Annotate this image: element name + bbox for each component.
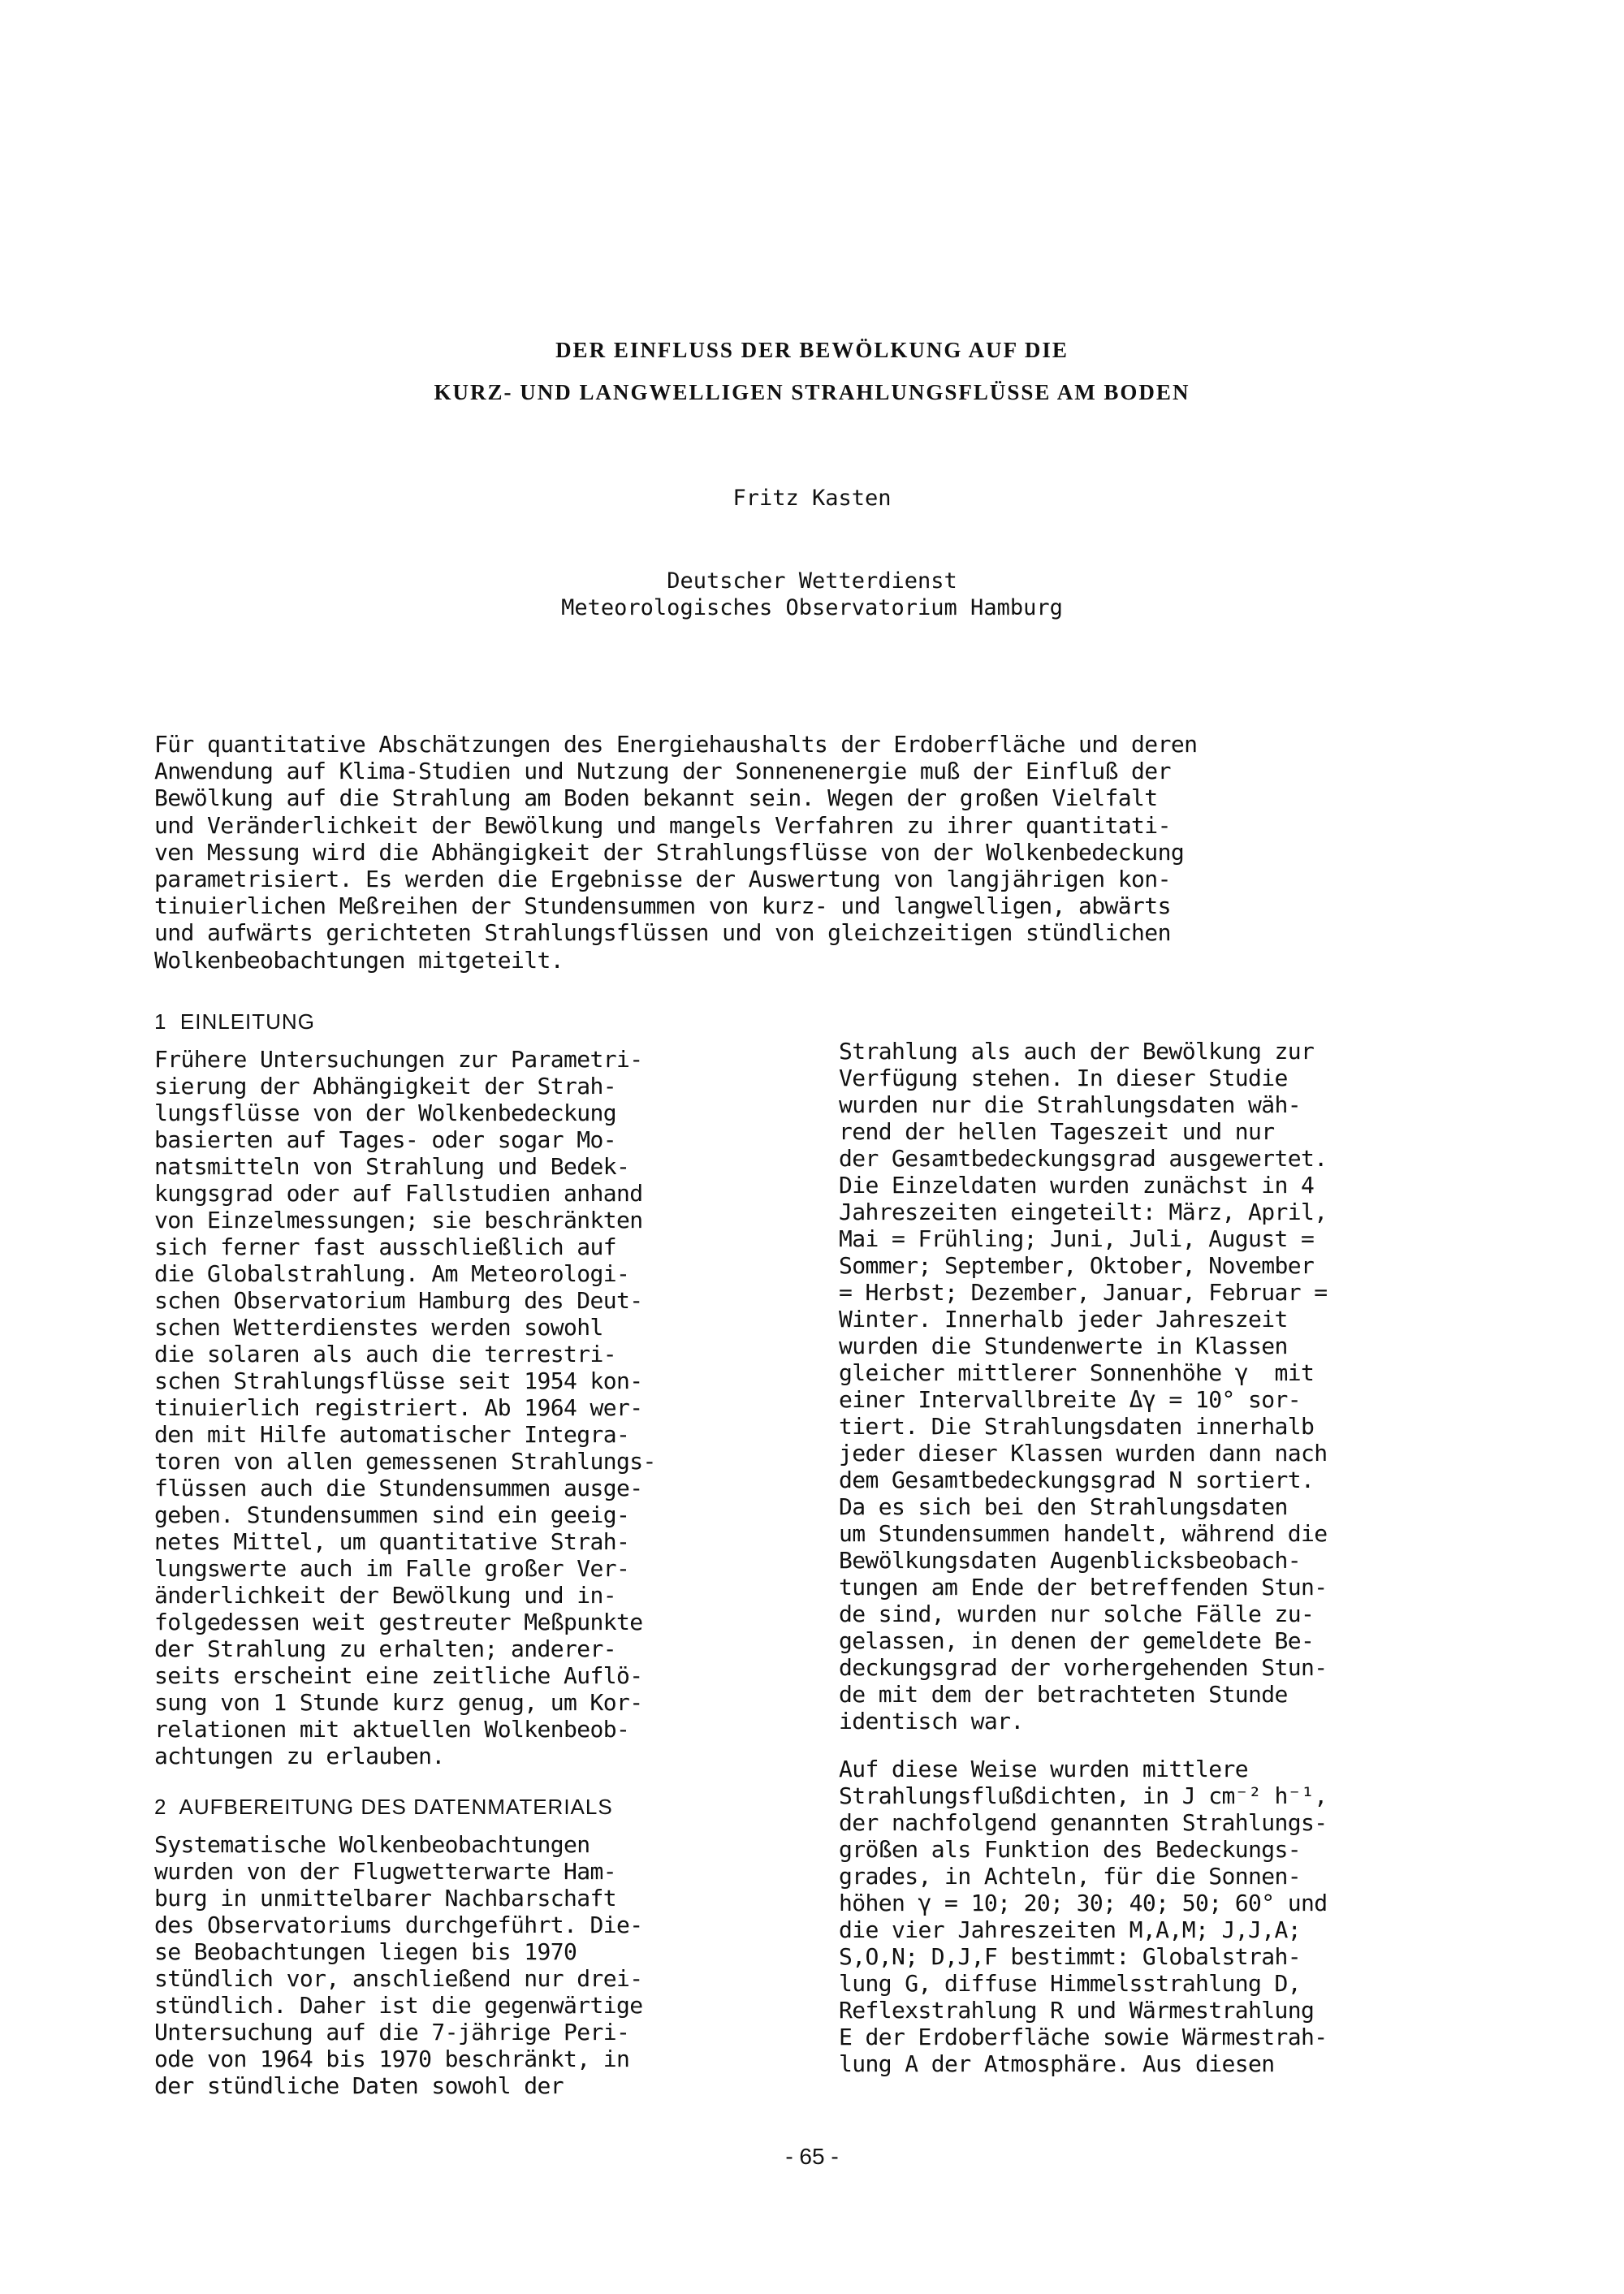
text-line: ven Messung wird die Abhängigkeit der Strahlungsflüsse von der Wolkenbedeckung — [154, 838, 1185, 866]
text-line: Systematische Wolkenbeobachtungen — [154, 1831, 590, 1858]
text-line: flüssen auch die Stundensummen ausge- — [154, 1475, 643, 1501]
text-line: folgedessen weit gestreuter Meßpunkte — [154, 1609, 643, 1635]
text-line: jeder dieser Klassen wurden dann nach — [839, 1440, 1328, 1467]
text-line: lungswerte auch im Falle großer Ver- — [154, 1555, 630, 1582]
text-line: burg in unmittelbarer Nachbarschaft — [154, 1885, 617, 1912]
text-line: schen Observatorium Hamburg des Deut- — [154, 1287, 643, 1314]
text-line: tiert. Die Strahlungsdaten innerhalb — [839, 1413, 1315, 1440]
text-line: lungsflüsse von der Wolkenbedeckung — [154, 1099, 617, 1126]
text-line: der Gesamtbedeckungsgrad ausgewertet. — [839, 1145, 1328, 1172]
text-line: der Strahlung zu erhalten; anderer- — [154, 1635, 617, 1662]
title-line-2: KURZ- UND LANGWELLIGEN STRAHLUNGSFLÜSSE AM BODEN — [434, 380, 1190, 404]
text-line: tungen am Ende der betreffenden Stun- — [839, 1574, 1328, 1601]
text-line: Anwendung auf Klima-Studien und Nutzung der Sonnenenergie muß der Einfluß der — [154, 758, 1171, 785]
text-line: rend der hellen Tageszeit und nur — [839, 1118, 1275, 1145]
text-line: Mai = Frühling; Juni, Juli, August = — [839, 1225, 1315, 1252]
text-line: tinuierlich registriert. Ab 1964 wer- — [154, 1394, 643, 1421]
text-line: toren von allen gemessenen Strahlungs- — [154, 1448, 656, 1475]
text-line: identisch war. — [839, 1708, 1024, 1735]
text-line: und Veränderlichkeit der Bewölkung und mangels Verfahren zu ihrer quantitati- — [154, 811, 1171, 839]
text-line: achtungen zu erlauben. — [154, 1743, 445, 1769]
text-line: änderlichkeit der Bewölkung und in- — [154, 1582, 617, 1609]
text-line: größen als Funktion des Bedeckungs- — [839, 1836, 1302, 1863]
text-line: schen Wetterdienstes werden sowohl — [154, 1314, 603, 1341]
text-line: sierung der Abhängigkeit der Strah- — [154, 1073, 617, 1099]
text-line: Frühere Untersuchungen zur Parametri- — [154, 1046, 643, 1073]
page-number: - 65 - — [785, 2144, 839, 2169]
text-line: Bewölkung auf die Strahlung am Boden bekannt sein. Wegen der großen Vielfalt — [154, 784, 1158, 812]
section-2-heading: 2 AUFBEREITUNG DES DATENMATERIALS — [154, 1795, 613, 1819]
text-line: Verfügung stehen. In dieser Studie — [839, 1065, 1288, 1091]
text-line: stündlich vor, anschließend nur drei- — [154, 1965, 643, 1992]
text-line: geben. Stundensummen sind ein geeig- — [154, 1501, 630, 1528]
author-name: Fritz Kasten — [732, 486, 892, 511]
title-line-1: DER EINFLUSS DER BEWÖLKUNG AUF DIE — [555, 338, 1069, 362]
text-line: der stündliche Daten sowohl der — [154, 2072, 564, 2099]
text-line: parametrisiert. Es werden die Ergebnisse der Auswertung von langjährigen kon- — [154, 866, 1171, 892]
text-line: die Globalstrahlung. Am Meteorologi- — [154, 1260, 630, 1287]
text-line: wurden von der Flugwetterwarte Ham- — [154, 1858, 617, 1885]
text-line: sung von 1 Stunde kurz genug, um Kor- — [154, 1689, 643, 1716]
text-line: E der Erdoberfläche sowie Wärmestrah- — [839, 2024, 1328, 2050]
text-line: gleicher mittlerer Sonnenhöhe γ mit — [839, 1359, 1315, 1386]
text-line: netes Mittel, um quantitative Strah- — [154, 1528, 630, 1555]
text-line: stündlich. Daher ist die gegenwärtige — [154, 1992, 643, 2019]
text-line: lung G, diffuse Himmelsstrahlung D, — [839, 1970, 1302, 1997]
text-line: grades, in Achteln, für die Sonnen- — [839, 1863, 1302, 1890]
text-line: Die Einzeldaten wurden zunächst in 4 — [839, 1172, 1315, 1199]
affiliation-line-1: Deutscher Wetterdienst — [667, 568, 957, 594]
text-line: basierten auf Tages- oder sogar Mo- — [154, 1126, 617, 1153]
text-line: die solaren als auch die terrestri- — [154, 1341, 617, 1367]
text-line: lung A der Atmosphäre. Aus diesen — [839, 2050, 1275, 2077]
text-line: tinuierlichen Meßreihen der Stundensummen von kurz- und langwelligen, abwärts — [154, 892, 1171, 920]
text-line: Bewölkungsdaten Augenblicksbeobach- — [839, 1547, 1302, 1574]
text-line: den mit Hilfe automatischer Integra- — [154, 1421, 630, 1448]
text-line: um Stundensummen handelt, während die — [839, 1520, 1328, 1547]
text-line: gelassen, in denen der gemeldete Be- — [839, 1627, 1315, 1654]
text-line: se Beobachtungen liegen bis 1970 — [154, 1938, 577, 1965]
text-line: wurden nur die Strahlungsdaten wäh- — [839, 1091, 1302, 1118]
text-line: Reflexstrahlung R und Wärmestrahlung — [839, 1997, 1315, 2024]
text-line: des Observatoriums durchgeführt. Die- — [154, 1912, 643, 1938]
text-line: = Herbst; Dezember, Januar, Februar = — [839, 1279, 1328, 1306]
text-line: relationen mit aktuellen Wolkenbeob- — [154, 1716, 630, 1743]
text-line: der nachfolgend genannten Strahlungs- — [839, 1809, 1328, 1836]
text-line: einer Intervallbreite Δγ = 10° sor- — [839, 1386, 1302, 1413]
text-line: Untersuchung auf die 7-jährige Peri- — [154, 2019, 630, 2046]
text-line: dem Gesamtbedeckungsgrad N sortiert. — [839, 1467, 1315, 1493]
text-line: wurden die Stundenwerte in Klassen — [839, 1333, 1288, 1359]
text-line: deckungsgrad der vorhergehenden Stun- — [839, 1654, 1328, 1681]
text-line: Für quantitative Abschätzungen des Energiehaushalts der Erdoberfläche und deren — [154, 731, 1198, 758]
text-line: de sind, wurden nur solche Fälle zu- — [839, 1601, 1315, 1627]
text-line: höhen γ = 10; 20; 30; 40; 50; 60° und — [839, 1890, 1328, 1916]
text-line: die vier Jahreszeiten M,A,M; J,J,A; — [839, 1916, 1302, 1943]
text-line: ode von 1964 bis 1970 beschränkt, in — [154, 2046, 630, 2072]
text-line: Winter. Innerhalb jeder Jahreszeit — [839, 1306, 1288, 1333]
text-line: von Einzelmessungen; sie beschränkten — [154, 1207, 643, 1233]
affiliation-line-2: Meteorologisches Observatorium Hamburg — [561, 595, 1063, 620]
text-line: natsmitteln von Strahlung und Bedek- — [154, 1153, 630, 1180]
text-line: Strahlungsflußdichten, in J cm⁻² h⁻¹, — [839, 1782, 1328, 1809]
text-line: sich ferner fast ausschließlich auf — [154, 1233, 617, 1260]
text-line: Wolkenbeobachtungen mitgeteilt. — [154, 946, 564, 974]
text-line: schen Strahlungsflüsse seit 1954 kon- — [154, 1367, 643, 1394]
text-line: Jahreszeiten eingeteilt: März, April, — [839, 1199, 1328, 1225]
text-line: de mit dem der betrachteten Stunde — [839, 1681, 1288, 1708]
text-line: S,O,N; D,J,F bestimmt: Globalstrah- — [839, 1943, 1302, 1970]
section-1-heading: 1 EINLEITUNG — [154, 1009, 315, 1034]
text-line: Auf diese Weise wurden mittlere — [839, 1756, 1248, 1782]
text-line: seits erscheint eine zeitliche Auflö- — [154, 1662, 643, 1689]
text-line: und aufwärts gerichteten Strahlungsflüssen und von gleichzeitigen stündlichen — [154, 919, 1171, 947]
text-line: Sommer; September, Oktober, November — [839, 1252, 1315, 1279]
text-line: Da es sich bei den Strahlungsdaten — [839, 1493, 1288, 1520]
text-line: Strahlung als auch der Bewölkung zur — [839, 1038, 1315, 1065]
text-line: kungsgrad oder auf Fallstudien anhand — [154, 1180, 643, 1207]
